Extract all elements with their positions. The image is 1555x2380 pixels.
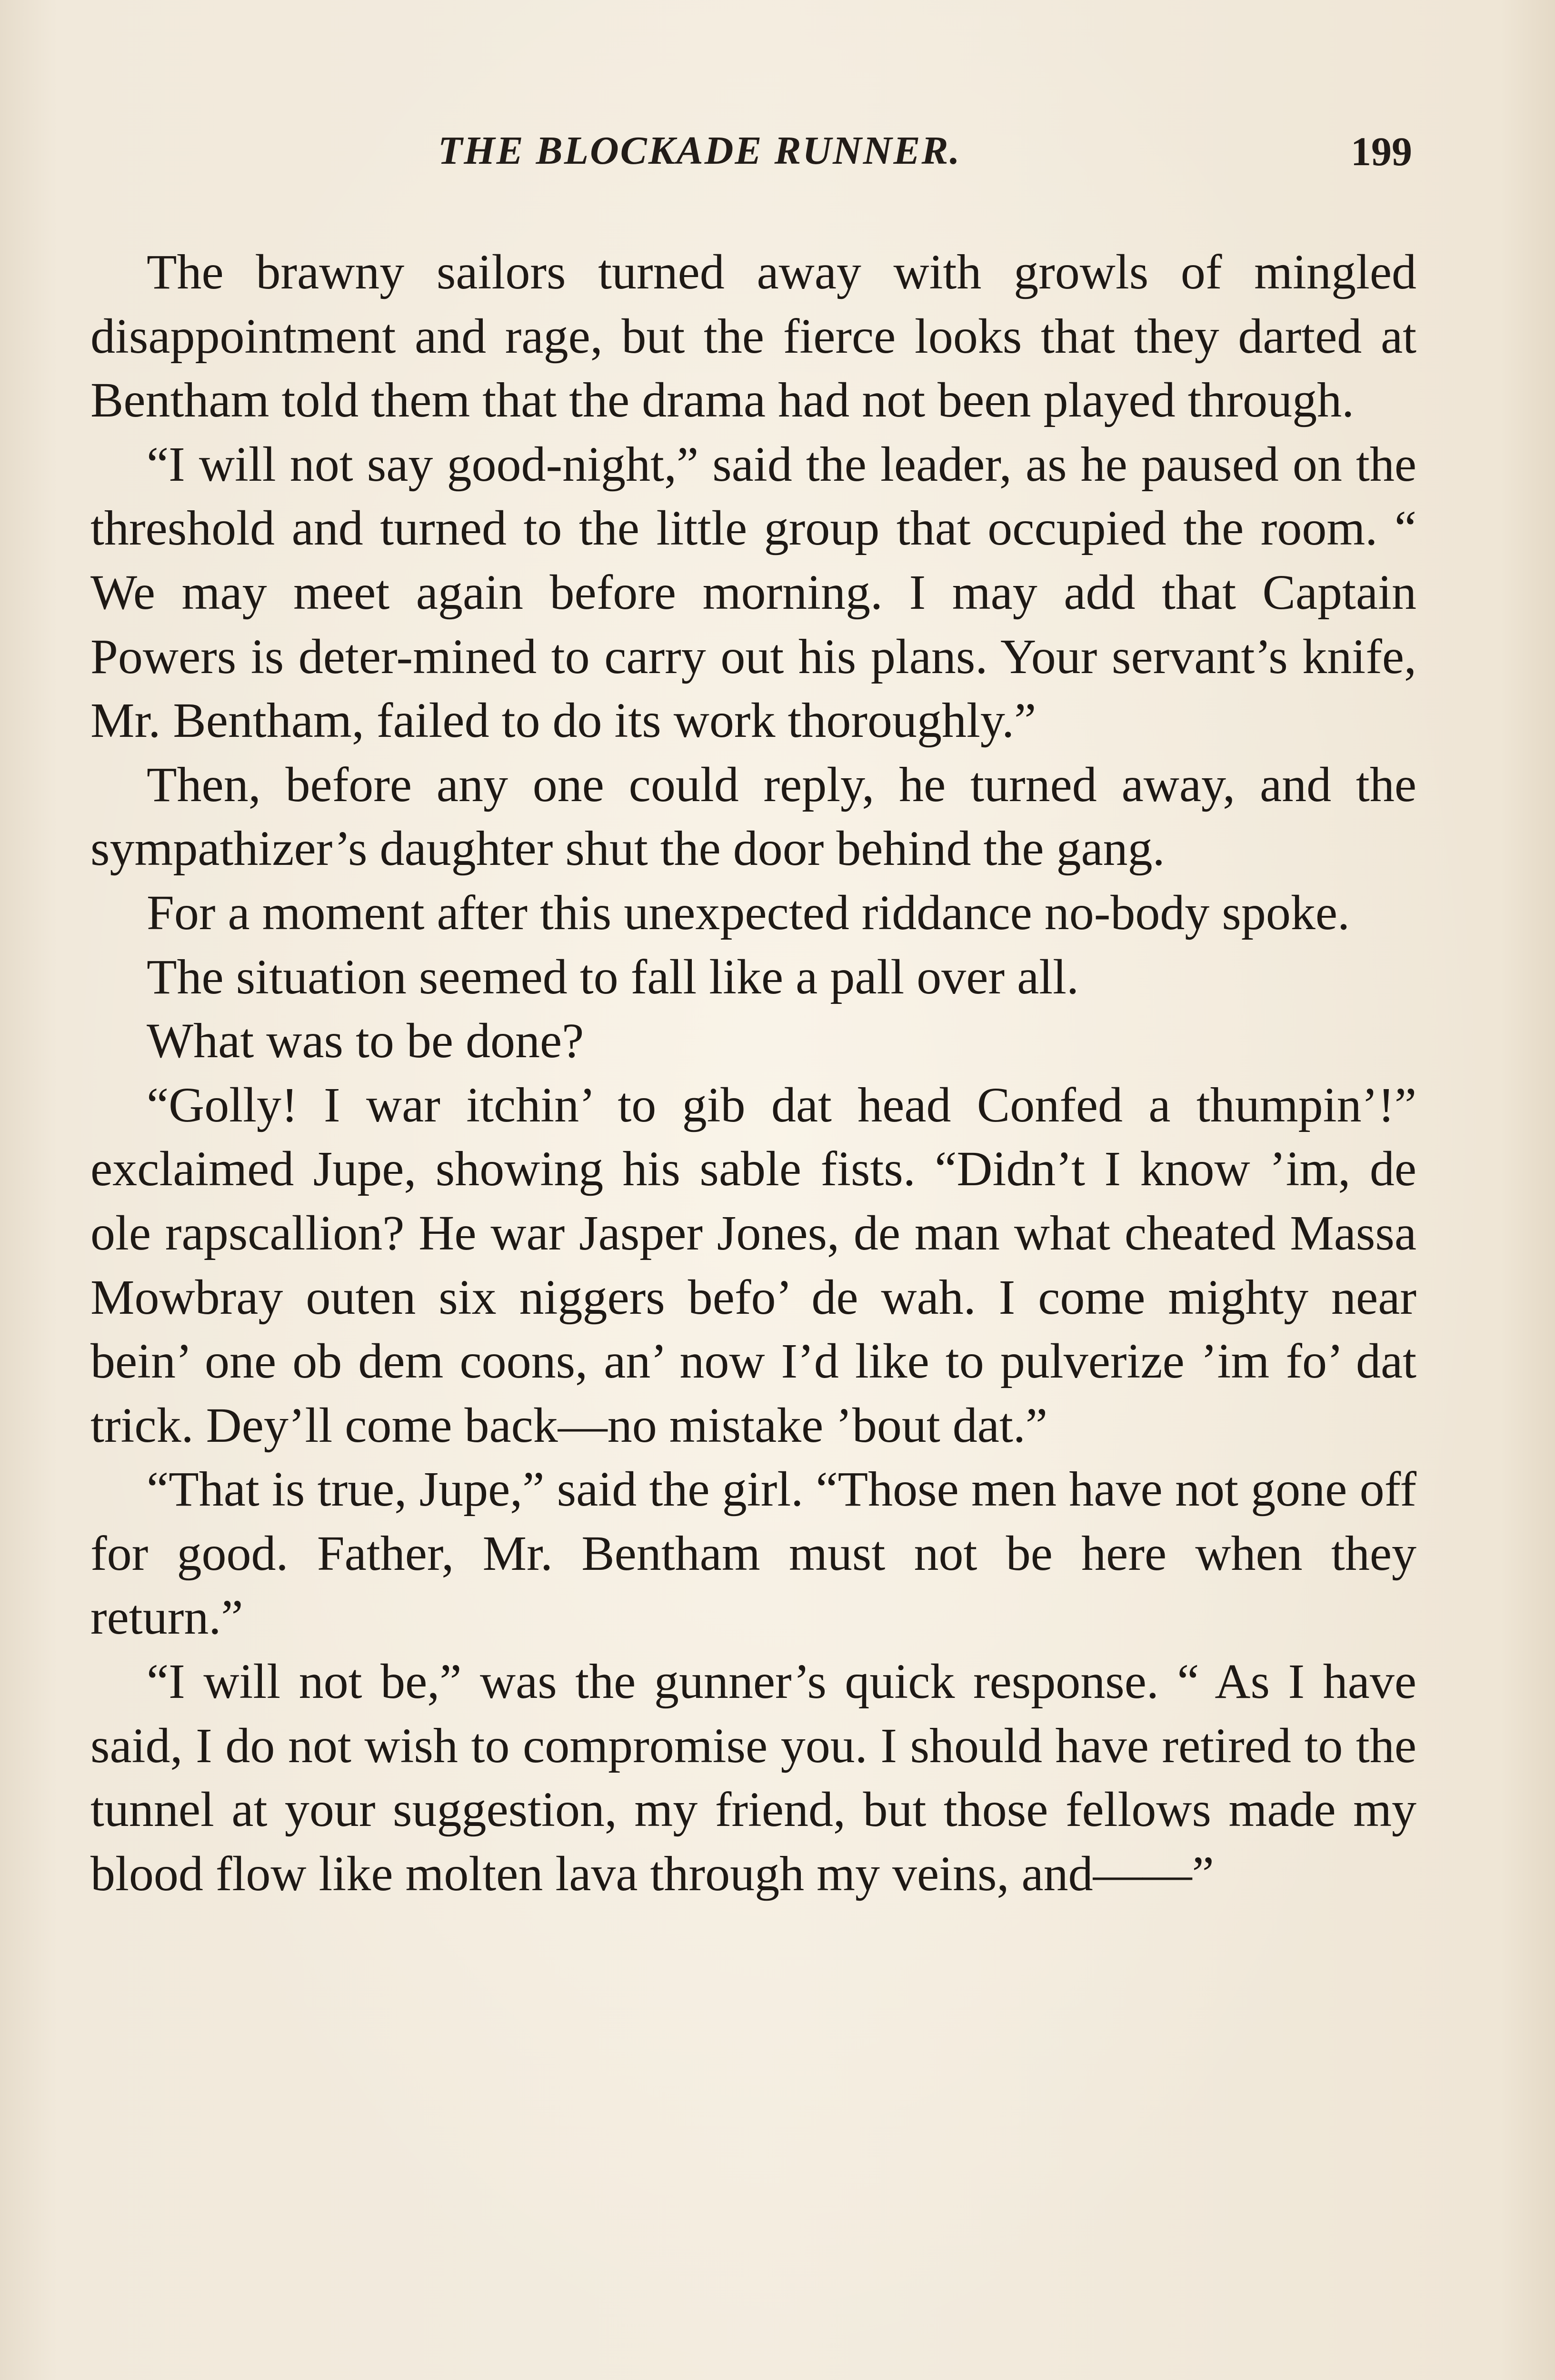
paragraph: The situation seemed to fall like a pall over all.	[147, 949, 1079, 1004]
paragraph: Then, before any one could reply, he turned away, and the sympathizer’s daughter shut the door behind the gang.	[90, 757, 1416, 876]
page-number: 199	[1351, 129, 1412, 174]
paragraph: The brawny sailors turned away with growls of mingled disappointment and rage, but the fierce looks that they darted at Bentham told them that the drama had not been played through.	[90, 245, 1416, 428]
paragraph: “That is true, Jupe,” said the girl. “Those men have not gone off for good. Father, Mr. Bentham must not be here when they return.”	[90, 1462, 1416, 1645]
paragraph: For a moment after this unexpected riddance no-body spoke.	[147, 885, 1350, 940]
paragraph: “Golly! I war itchin’ to gib dat head Confed a thumpin’!” exclaimed Jupe, showing his sable fists. “Didn’t I know ’im, de ole rapscallion? He war Jasper Jones, de man what cheated Massa Mowbray outen six niggers befo’ de wah. I come mighty near bein’ one ob dem coons, an’ now I’d like to pulverize ’im fo’ dat trick. Dey’ll come back—no mistake ’bout dat.”	[90, 1077, 1416, 1453]
paragraph: “I will not be,” was the gunner’s quick response. “ As I have said, I do not wish to compromise you. I should have retired to the tunnel at your suggestion, my friend, but those fellows made my blood flow like molten lava through my veins, and——”	[90, 1654, 1416, 1901]
running-title: THE BLOCKADE RUNNER.	[438, 129, 961, 173]
paragraph: What was to be done?	[147, 1013, 584, 1069]
running-head	[90, 128, 1412, 185]
paragraph: “I will not say good-night,” said the leader, as he paused on the threshold and turned to the little group that occupied the room. “ We may meet again before morning. I may add that Captain Powers is deter-mined to carry out his plans. Your servant’s knife, Mr. Bentham, failed to do its work thoroughly.”	[90, 436, 1416, 748]
body-text	[90, 240, 1416, 1906]
